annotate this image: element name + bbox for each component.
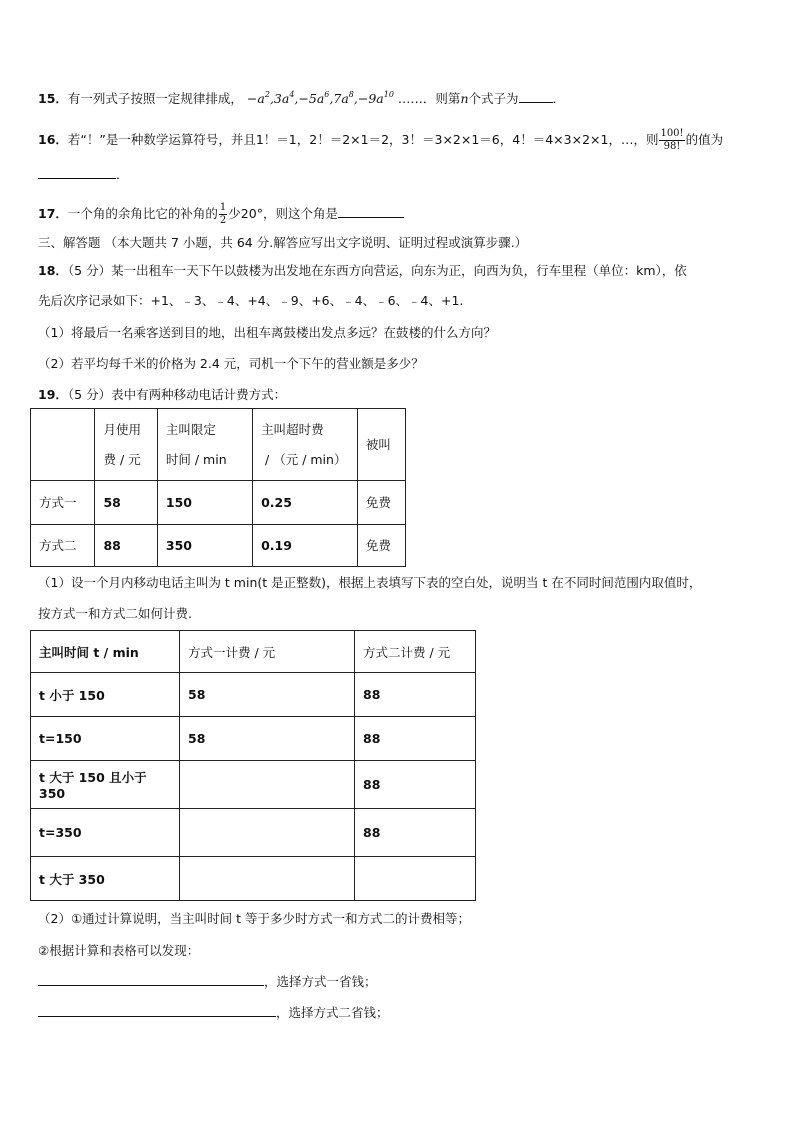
question-19	[38, 386, 286, 404]
table-cell: 免费	[357, 481, 405, 525]
table-cell: 88	[355, 673, 476, 717]
answer-blank[interactable]	[38, 166, 116, 179]
question-19-fill2: ，选择方式二省钱；	[38, 1004, 389, 1022]
table-cell-empty[interactable]	[180, 857, 355, 901]
billing-fill-table	[30, 630, 476, 901]
table-row	[31, 673, 476, 717]
factorial-fraction: $\frac{100!}{98!}$	[660, 128, 684, 152]
table-cell: 88	[355, 809, 476, 857]
question-score: （5 分）	[67, 263, 112, 278]
table-cell: 58	[180, 717, 355, 761]
question-19-sub2-1: （2）①通过计算说明，当主叫时间 t 等于多少时方式一和方式二的计费相等；	[38, 911, 471, 926]
table-cell: t=150	[31, 717, 180, 761]
answer-blank[interactable]	[38, 973, 264, 986]
table-header-row	[31, 409, 406, 481]
question-text: 某一出租车一天下午以鼓楼为出发地在东西方向营运，向东为正，向西为负，行车里程（单位：km），依	[111, 263, 687, 278]
question-18	[38, 262, 687, 280]
question-number: 16．	[38, 132, 68, 147]
question-text: 若“！”是一种数学运算符号，并且1！＝1，2！＝2×1＝2，3！＝3×2×1＝6，4！＝4×3×2×1，…，则	[67, 132, 659, 147]
table-cell: 方式二	[31, 525, 95, 567]
table-row	[31, 761, 476, 809]
table-cell: 0.25	[253, 481, 358, 525]
table-header-cell	[31, 409, 95, 481]
table-cell: 方式一	[31, 481, 95, 525]
table-cell: 350	[157, 525, 252, 567]
table-cell: 88	[355, 761, 476, 809]
question-18-line2: 先后次序记录如下：+1、﹣3、﹣4、+4、﹣9、+6、﹣4、﹣6、﹣4、+1.	[38, 293, 464, 308]
table-header-cell: 主叫时间 t / min	[31, 631, 180, 673]
question-19-sub1-line1: （1）设一个月内移动电话主叫为 t min(t 是正整数)，根据上表填写下表的空白处，说明当 t 在不同时间范围内取值时，	[38, 575, 702, 590]
question-16: 16．若“！”是一种数学运算符号，并且1！＝1，2！＝2×1＝2，3！＝3×2×1＝6，4！＝4×3×2×1，…，则 $\frac{100!}{98!}$ 的值为	[38, 128, 724, 152]
question-score: （5 分）	[67, 387, 112, 402]
table-cell: 0.19	[253, 525, 358, 567]
question-19-fill1: ，选择方式一省钱；	[38, 973, 377, 991]
table-cell: t 大于 150 且小于 350	[31, 761, 180, 809]
table-row	[31, 809, 476, 857]
question-number: 18．	[38, 263, 68, 278]
table-header-cell: 方式一计费 / 元	[180, 631, 355, 673]
table-cell: 88	[95, 525, 157, 567]
question-number: 19．	[38, 387, 68, 402]
table-row	[31, 717, 476, 761]
billing-plans-table	[30, 408, 406, 567]
question-16-answer: ．	[38, 166, 129, 184]
table-header-cell: 主叫限定 时间 / min	[157, 409, 252, 481]
table-row	[31, 481, 406, 525]
question-19-sub2-2: ②根据计算和表格可以发现：	[38, 943, 200, 958]
answer-blank[interactable]	[338, 205, 404, 218]
question-19-sub1-line2: 按方式一和方式二如何计费.	[38, 606, 192, 621]
half-fraction: $\frac{1}{2}$	[219, 202, 227, 226]
table-header-cell: 方式二计费 / 元	[355, 631, 476, 673]
question-text: 一个角的余角比它的补角的	[67, 206, 218, 221]
table-cell: 88	[355, 717, 476, 761]
question-number: 17．	[38, 206, 68, 221]
table-cell: 58	[95, 481, 157, 525]
table-cell: t 大于 350	[31, 857, 180, 901]
table-header-cell: 月使用 费 / 元	[95, 409, 157, 481]
question-18-sub2: （2）若平均每千米的价格为 2.4 元，司机一个下午的营业额是多少？	[38, 356, 424, 371]
table-row	[31, 525, 406, 567]
question-text: 表中有两种移动电话计费方式：	[111, 387, 287, 402]
question-15: 15．有一列式子按照一定规律排成， $-a^2,3a^4,-5a^6,7a^8,-9a^{10}$ ……．则第n个式子为 ．	[38, 90, 566, 106]
question-text: 有一列式子按照一定规律排成，	[67, 91, 243, 106]
table-cell: 免费	[357, 525, 405, 567]
answer-blank[interactable]	[38, 1004, 276, 1017]
table-cell-empty[interactable]	[180, 761, 355, 809]
table-cell: t=350	[31, 809, 180, 857]
table-cell: t 小于 150	[31, 673, 180, 717]
table-header-row	[31, 631, 476, 673]
table-row	[31, 857, 476, 901]
table-cell-empty[interactable]	[355, 857, 476, 901]
table-cell: 150	[157, 481, 252, 525]
question-number: 15．	[38, 91, 68, 106]
table-cell-empty[interactable]	[180, 809, 355, 857]
sequence-expression: $-a^2,3a^4,-5a^6,7a^8,-9a^{10}$	[246, 90, 394, 106]
section-heading: 三、解答题 （本大题共 7 小题，共 64 分.解答应写出文字说明、证明过程或演算步骤.）	[38, 235, 528, 250]
table-cell: 58	[180, 673, 355, 717]
answer-blank[interactable]	[519, 90, 553, 103]
table-header-cell: 被叫	[357, 409, 405, 481]
question-18-sub1: （1）将最后一名乘客送到目的地，出租车离鼓楼出发点多远？在鼓楼的什么方向？	[38, 325, 496, 340]
table-header-cell: 主叫超时费 / （元 / min）	[253, 409, 358, 481]
question-17: 17．一个角的余角比它的补角的 $\frac{1}{2}$ 少20°，则这个角是	[38, 202, 404, 227]
